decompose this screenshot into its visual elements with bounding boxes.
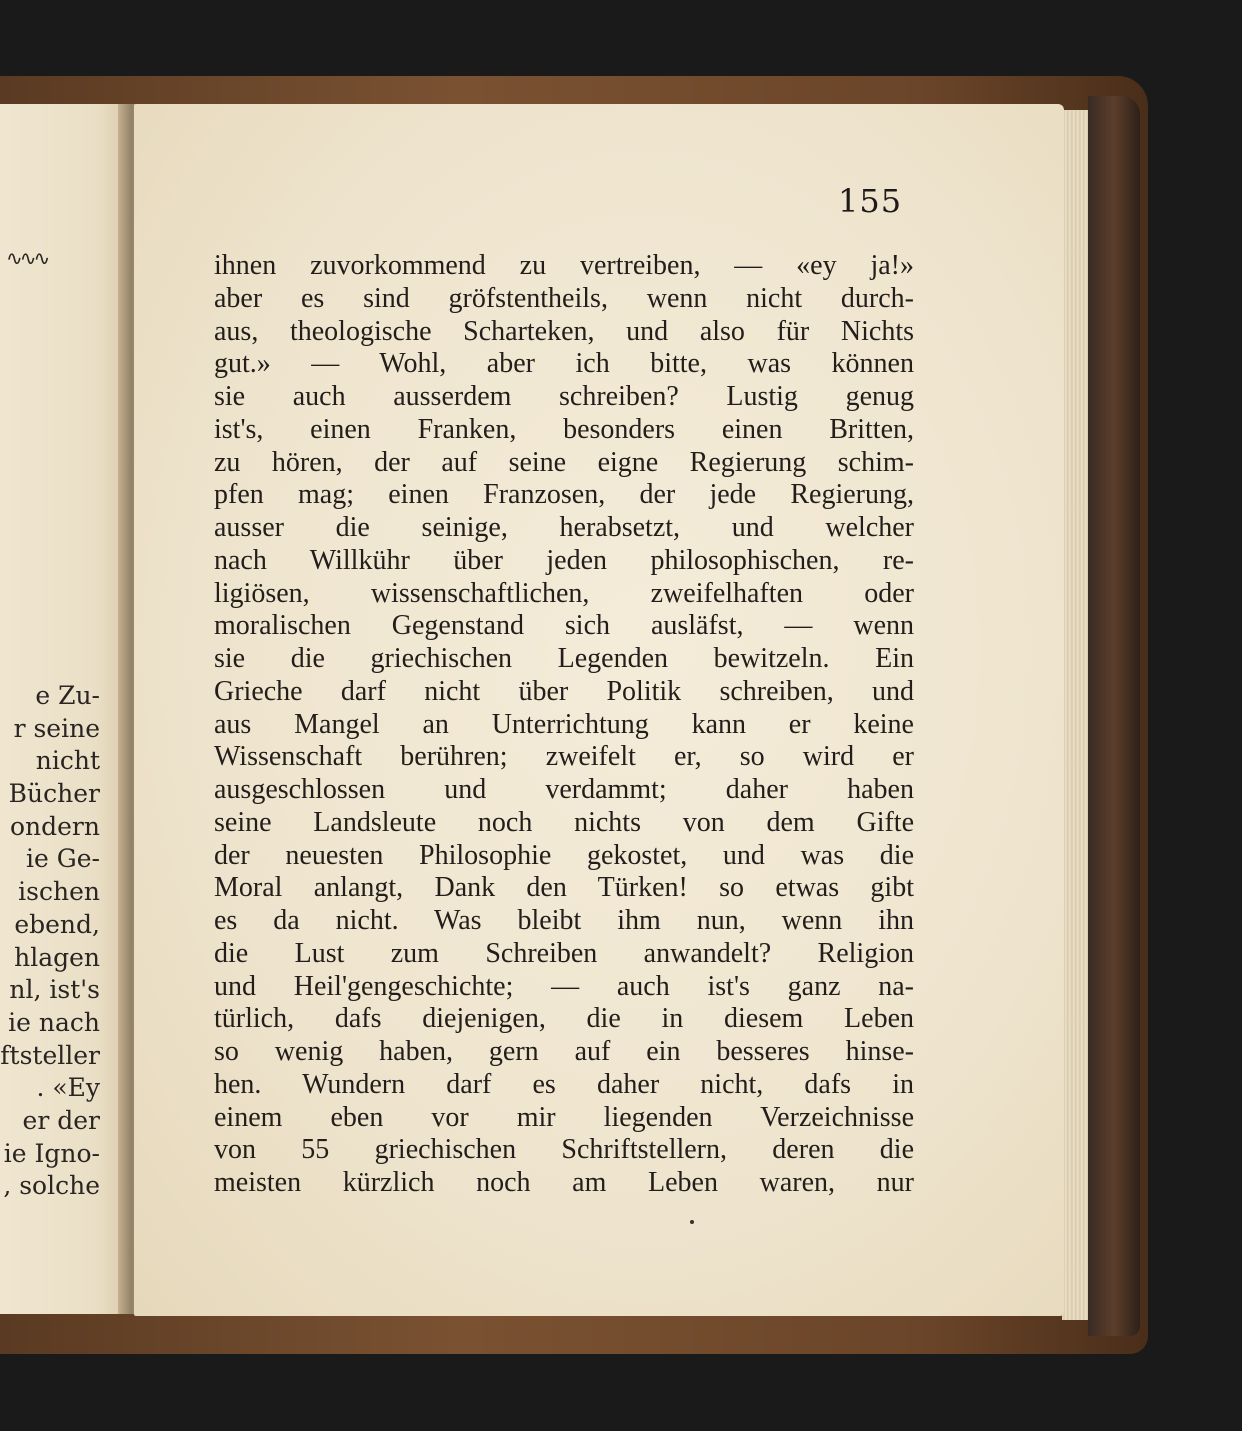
page-body-text (214, 250, 914, 1200)
left-line: nicht (35, 746, 100, 776)
left-line: , solche (3, 1171, 100, 1201)
text-line: ausgeschlossen und verdammt; daher haben (214, 774, 914, 805)
text-line: gut.» — Wohl, aber ich bitte, was können (214, 348, 914, 380)
left-line: hlagen (14, 942, 100, 972)
text-line: zu hören, der auf seine eigne Regierung schim- (214, 446, 914, 478)
cover-spine-edge (1088, 96, 1140, 1336)
text-line: moralischen Gegenstand sich ausläfst, — wenn (214, 610, 914, 642)
left-line: . «Ey (36, 1073, 100, 1103)
text-line: es da nicht. Was bleibt ihm nun, wenn ihn (214, 905, 914, 936)
text-line: sie die griechischen Legenden bewitzeln. Ein (214, 643, 914, 674)
text-line: meisten kürzlich noch am Leben waren, nur (214, 1167, 914, 1198)
text-line: pfen mag; einen Franzosen, der jede Regierung, (214, 479, 914, 511)
text-line: seine Landsleute noch nichts von dem Gifte (214, 806, 914, 838)
text-line: Wissenschaft berühren; zweifelt er, so wird er (214, 741, 914, 773)
text-line: hen. Wundern darf es daher nicht, dafs in (214, 1068, 914, 1100)
left-line: e Zu- (35, 681, 100, 710)
text-line: türlich, dafs diejenigen, die in diesem Leben (214, 1003, 914, 1035)
text-line: ligiösen, wissenschaftlichen, zweifelhaften oder (214, 577, 914, 609)
left-line: ebend, (14, 909, 100, 939)
text-line: einem eben vor mir liegenden Verzeichnisse (214, 1101, 914, 1133)
left-page-text (0, 680, 130, 1203)
text-line: ist's, einen Franken, besonders einen Britten, (214, 413, 914, 445)
left-line: ie Igno- (3, 1138, 100, 1168)
page-number: 155 (838, 182, 903, 220)
text-line: so wenig haben, gern auf ein besseres hinse- (214, 1036, 914, 1067)
ornament-icon: ∿∿∿ (6, 246, 48, 270)
text-line: nach Willkühr über jeden philosophischen, re- (214, 544, 914, 576)
text-line: ihnen zuvorkommend zu vertreiben, — «ey ja!» (214, 250, 914, 281)
left-line: ie nach (8, 1007, 100, 1037)
text-line: der neuesten Philosophie gekostet, und was die (214, 839, 914, 871)
text-line: von 55 griechischen Schriftstellern, deren die (214, 1134, 914, 1166)
left-line: ie Ge- (26, 844, 100, 874)
left-line: er der (22, 1105, 100, 1135)
left-line: nl, ist's (9, 975, 100, 1005)
text-line: Grieche darf nicht über Politik schreiben, und (214, 675, 914, 707)
left-line: ischen (18, 877, 100, 907)
left-line: Bücher (8, 779, 100, 809)
text-line: die Lust zum Schreiben anwandelt? Religion (214, 937, 914, 969)
left-line: ondern (9, 811, 100, 841)
text-line: aber es sind gröfstentheils, wenn nicht durch- (214, 282, 914, 314)
page-edges (1062, 110, 1088, 1320)
text-line: aus, theologische Scharteken, und also für Nichts (214, 315, 914, 347)
text-line: ausser die seinige, herabsetzt, und welcher (214, 512, 914, 543)
left-line: r seine (13, 713, 100, 743)
left-line: ftsteller (0, 1040, 100, 1070)
text-line: Moral anlangt, Dank den Türken! so etwas gibt (214, 872, 914, 904)
paper-speck (690, 1220, 694, 1224)
text-line: sie auch ausserdem schreiben? Lustig genug (214, 381, 914, 412)
text-line: und Heil'gengeschichte; — auch ist's ganz na- (214, 970, 914, 1002)
text-line: aus Mangel an Unterrichtung kann er keine (214, 708, 914, 740)
